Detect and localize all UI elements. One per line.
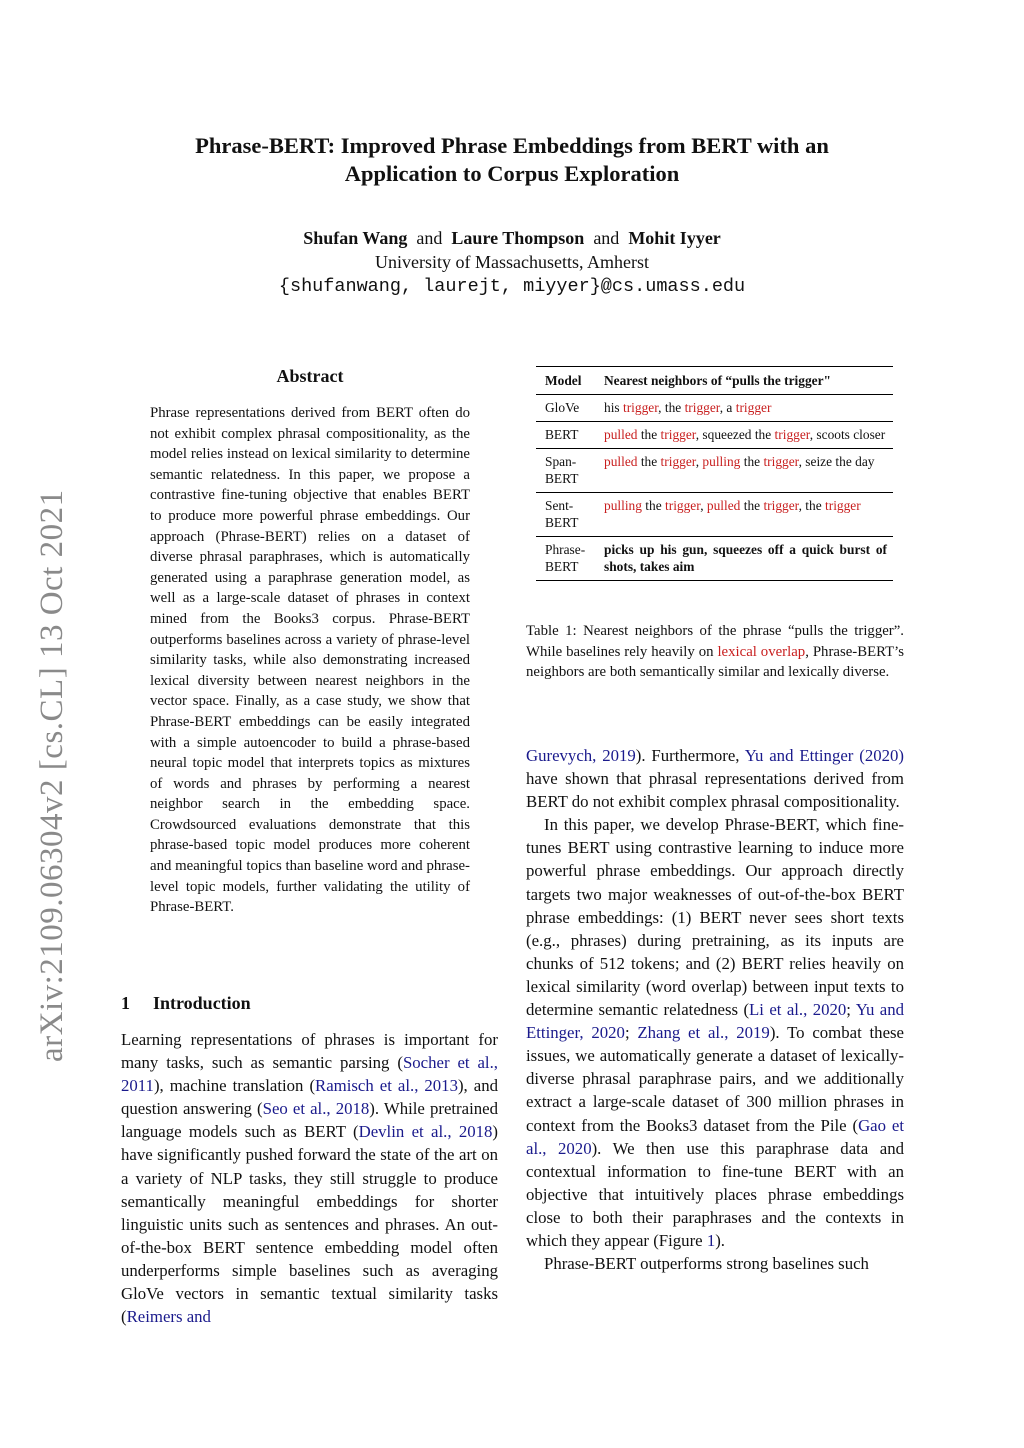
section-number: 1 bbox=[121, 993, 130, 1013]
introduction-paragraph bbox=[121, 1028, 498, 1328]
section-title: Introduction bbox=[153, 993, 251, 1013]
table-row-sent-bert bbox=[536, 493, 893, 536]
citation-link[interactable]: Seo et al., 2018 bbox=[262, 1099, 370, 1119]
table-row-glove bbox=[536, 395, 893, 421]
author-separator: and bbox=[593, 228, 620, 248]
title-line-1: Phrase-BERT: Improved Phrase Embeddings from BERT with an bbox=[195, 133, 829, 158]
caption-highlight: lexical overlap bbox=[717, 643, 806, 660]
citation-link[interactable]: Li et al., 2020 bbox=[749, 1000, 847, 1020]
paragraph: In this paper, we develop Phrase-BERT, which fine-tunes BERT using contrastive learning to induce more powerful phrase embeddings. Our approach directly targets two major weaknesses of out-of-the-box BERT phrase embeddings: (1) BERT never sees short texts (e.g., phrases) during pretraining, as its inputs are chunks of 512 tokens; and (2) BERT relies heavily on lexical similarity (word overlap) between input texts to determine semantic relatedness (Li et al., 2020; Yu and Ettinger, 2020; Zhang et al., 2019). To combat these issues, we automatically generate a dataset of lexically-diverse phrasal paraphrase pairs, and we additionally extract a large-scale dataset of 300 million phrases in context from the Books3 dataset from the Pile (Gao et al., 2020). We then use this paraphrase data and contextual information to fine-tune BERT with an objective that intuitively places phrase embeddings close to both their paraphrases and the contexts in which they appear (Figure 1). bbox=[526, 815, 904, 1250]
neighbors-cell: his trigger, the trigger, a trigger bbox=[604, 400, 772, 415]
model-cell: Phrase- BERT bbox=[545, 542, 586, 574]
body-text: Learning representations of phrases is important for many tasks, such as semantic parsing ( bbox=[121, 1030, 498, 1073]
figure-ref-link[interactable]: 1 bbox=[706, 1230, 716, 1250]
citation-link[interactable]: Reimers and bbox=[126, 1307, 211, 1327]
citation-link[interactable]: Gurevych, 2019 bbox=[526, 746, 636, 765]
paragraph: Gurevych, 2019). Furthermore, Yu and Ettinger (2020) have shown that phrasal representations derived from BERT do not exhibit complex phrasal compositionality. bbox=[526, 746, 904, 812]
header-cell-neighbors: Nearest neighbors of “pulls the trigger" bbox=[604, 373, 831, 388]
table-row-bert bbox=[536, 422, 893, 448]
citation-link[interactable]: (2020) bbox=[859, 746, 904, 765]
neighbors-cell: pulled the trigger, pulling the trigger, seize the day bbox=[604, 454, 875, 469]
citation-link[interactable]: Ramisch et al., 2013 bbox=[315, 1076, 458, 1096]
table-header-row bbox=[536, 367, 893, 394]
author-list bbox=[0, 226, 1024, 250]
arxiv-stamp: arXiv:2109.06304v2 [cs.CL] 13 Oct 2021 bbox=[34, 489, 70, 1062]
model-cell: Span- BERT bbox=[545, 454, 579, 486]
author-name: Laure Thompson bbox=[451, 228, 585, 248]
model-cell: GloVe bbox=[545, 400, 580, 415]
author-separator: and bbox=[416, 228, 443, 248]
table-caption: Table 1: Nearest neighbors of the phrase “pulls the trigger”. While baselines rely heavily on lexical overlap, Phrase-BERT’s neighbors are both semantically similar and lexically diverse. bbox=[526, 623, 904, 680]
affiliation: University of Massachusetts, Amherst bbox=[375, 252, 649, 272]
table-bottom-rule bbox=[536, 580, 893, 581]
citation-link[interactable]: Devlin et al., 2018 bbox=[358, 1122, 493, 1142]
header-cell-model: Model bbox=[545, 373, 582, 388]
body-text: ), machine translation ( bbox=[153, 1076, 316, 1096]
body-text: ) have significantly pushed forward the state of the art on a variety of NLP tasks, they still struggle to produce semantically meaningful embeddings for shorter linguistic units such as sentences and phrases. An out-of-the-box BERT sentence embedding model often underperforms simple baselines such as averaging GloVe vectors in semantic textual similarity tasks ( bbox=[121, 1122, 498, 1327]
abstract-text: Phrase representations derived from BERT often do not exhibit complex phrasal compositionality, as the model relies instead on lexical similarity to determine semantic relatedness. In this paper, we propose a contrastive fine-tuning objective that enables BERT to produce more powerful phrase embeddings. Our approach (Phrase-BERT) relies on a dataset of diverse phrasal paraphrases, which is automatically generated using a paraphrase generation model, as well as a large-scale dataset of phrases in context mined from the Books3 corpus. Phrase-BERT outperforms baselines across a variety of phrase-level similarity tasks, while also demonstrating increased lexical diversity between nearest neighbors in the vector space. Finally, as a case study, we show that Phrase-BERT embeddings can be easily integrated with a simple autoencoder to build a phrase-based neural topic model that interprets topics as mixtures of words and phrases by performing a nearest neighbor search in the embedding space. Crowdsourced evaluations demonstrate that this phrase-based topic model produces more coherent and meaningful topics than baseline word and phrase-level topic models, further validating the utility of Phrase-BERT. bbox=[150, 405, 470, 916]
neighbors-cell: pulled the trigger, squeezed the trigger, scoots closer bbox=[604, 427, 886, 442]
citation-link[interactable]: Socher et al., 2011 bbox=[121, 1053, 498, 1096]
paper-title bbox=[0, 132, 1024, 188]
citation-link[interactable]: Yu and Ettinger bbox=[744, 746, 854, 765]
title-line-2: Application to Corpus Exploration bbox=[344, 161, 680, 186]
citation-link[interactable]: Gao et al., 2020 bbox=[526, 1115, 904, 1158]
table-1 bbox=[536, 366, 893, 581]
table-row-span-bert bbox=[536, 449, 893, 492]
model-cell: BERT bbox=[545, 427, 579, 442]
model-cell: Sent- BERT bbox=[545, 498, 579, 530]
citation-link[interactable]: Yu and Ettinger, 2020 bbox=[526, 1000, 904, 1043]
table-row-phrase-bert bbox=[536, 537, 893, 580]
paragraph: Phrase-BERT outperforms strong baselines such bbox=[544, 1254, 869, 1274]
author-emails: {shufanwang, laurejt, miyyer}@cs.umass.edu bbox=[278, 276, 746, 297]
author-name: Mohit Iyyer bbox=[628, 228, 721, 248]
body-text: ). While pretrained language models such as BERT ( bbox=[121, 1099, 498, 1142]
citation-link[interactable]: Zhang et al., 2019 bbox=[637, 1023, 770, 1043]
body-text: ), and question answering ( bbox=[121, 1076, 498, 1119]
abstract-heading: Abstract bbox=[276, 366, 344, 386]
section-heading-introduction bbox=[121, 993, 251, 1014]
neighbors-cell: pulling the trigger, pulled the trigger, the trigger bbox=[604, 498, 861, 513]
neighbors-cell: picks up his gun, squeezes off a quick burst of shots, takes aim bbox=[604, 542, 887, 574]
right-column-body bbox=[526, 744, 904, 1275]
author-name: Shufan Wang bbox=[303, 228, 408, 248]
